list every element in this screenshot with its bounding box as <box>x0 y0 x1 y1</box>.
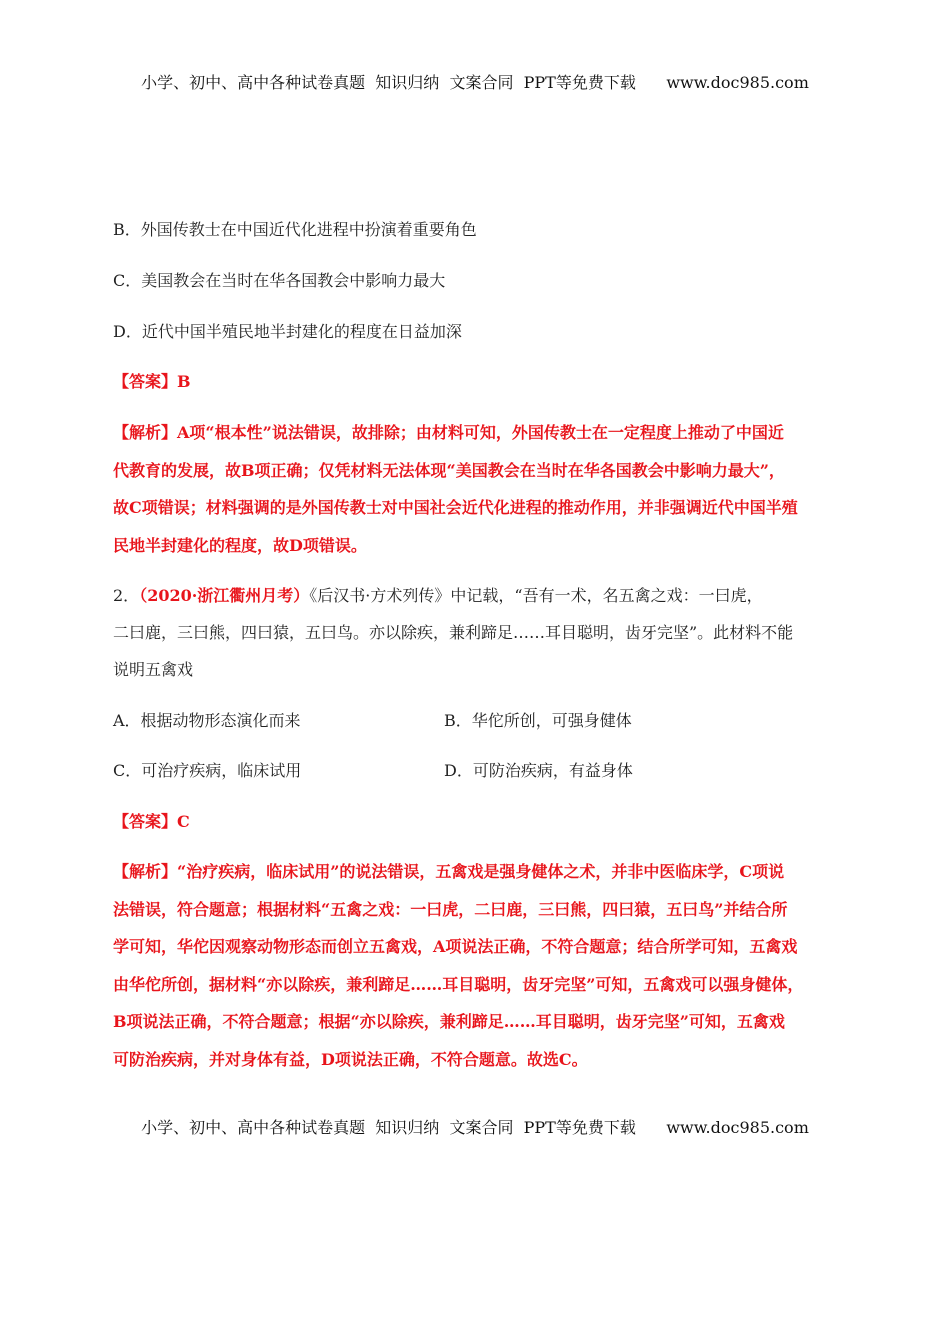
q1-option-d: D．近代中国半殖民地半封建化的程度在日益加深 <box>113 322 462 341</box>
q2-analysis-line: 【解析】“治疗疾病，临床试用”的说法错误，五禽戏是强身健体之术，并非中医临床学，C项说 <box>113 862 785 881</box>
q2-analysis-line: 可防治疾病，并对身体有益，D项说法正确，不符合题意。故选C。 <box>113 1050 588 1069</box>
page-footer: 小学、初中、高中各种试卷真题 知识归纳 文案合同 PPT等免费下载 www.doc985.com <box>141 1118 809 1137</box>
q2-source: （2020·浙江衢州月考） <box>139 586 310 605</box>
q1-answer: 【答案】B <box>113 372 191 391</box>
q2-stem-line2: 二曰鹿，三曰熊，四曰猿，五曰鸟。亦以除疾，兼利蹄足……耳目聪明，齿牙完坚”。此材料不能 <box>113 623 794 642</box>
q2-analysis-line: B项说法正确，不符合题意；根据“亦以除疾，兼利蹄足……耳目聪明，齿牙完坚”可知，五禽戏 <box>113 1012 785 1031</box>
q1-analysis-line: 【解析】A项“根本性”说法错误，故排除；由材料可知，外国传教士在一定程度上推动了中国近 <box>113 423 784 442</box>
q1-option-b: B．外国传教士在中国近代化进程中扮演着重要角色 <box>113 220 477 239</box>
q1-analysis-line: 故C项错误；材料强调的是外国传教士对中国社会近代化进程的推动作用，并非强调近代中国半殖 <box>113 498 798 517</box>
q2-option-b: B．华佗所创，可强身健体 <box>444 711 632 730</box>
q2-number: 2． <box>113 586 140 605</box>
q2-analysis-line: 法错误，符合题意；根据材料“五禽之戏：一曰虎，二曰鹿，三曰熊，四曰猿，五曰鸟”并结合所 <box>113 900 788 919</box>
q2-answer: 【答案】C <box>113 812 190 831</box>
q1-option-c: C．美国教会在当时在华各国教会中影响力最大 <box>113 271 446 290</box>
q2-option-d: D．可防治疾病，有益身体 <box>444 761 633 780</box>
q2-option-a: A．根据动物形态演化而来 <box>113 711 301 730</box>
q1-analysis-line: 民地半封建化的程度，故D项错误。 <box>113 536 367 555</box>
q2-analysis-line: 学可知，华佗因观察动物形态而创立五禽戏，A项说法正确，不符合题意；结合所学可知，五禽戏 <box>113 937 798 956</box>
q2-analysis-line: 由华佗所创，据材料“亦以除疾，兼利蹄足……耳目聪明，齿牙完坚”可知，五禽戏可以强身健体， <box>113 975 804 994</box>
q2-stem-line3: 说明五禽戏 <box>113 660 194 679</box>
q2-option-c: C．可治疗疾病，临床试用 <box>113 761 302 780</box>
q1-analysis-line: 代教育的发展，故B项正确；仅凭材料无法体现“美国教会在当时在华各国教会中影响力最大”， <box>113 461 785 480</box>
q2-stem-line1 <box>113 586 763 606</box>
q2-stem-text: 《后汉书·方术列传》中记载，“吾有一术，名五禽之戏：一曰虎， <box>309 586 763 605</box>
page-header: 小学、初中、高中各种试卷真题 知识归纳 文案合同 PPT等免费下载 www.doc985.com <box>141 73 809 92</box>
